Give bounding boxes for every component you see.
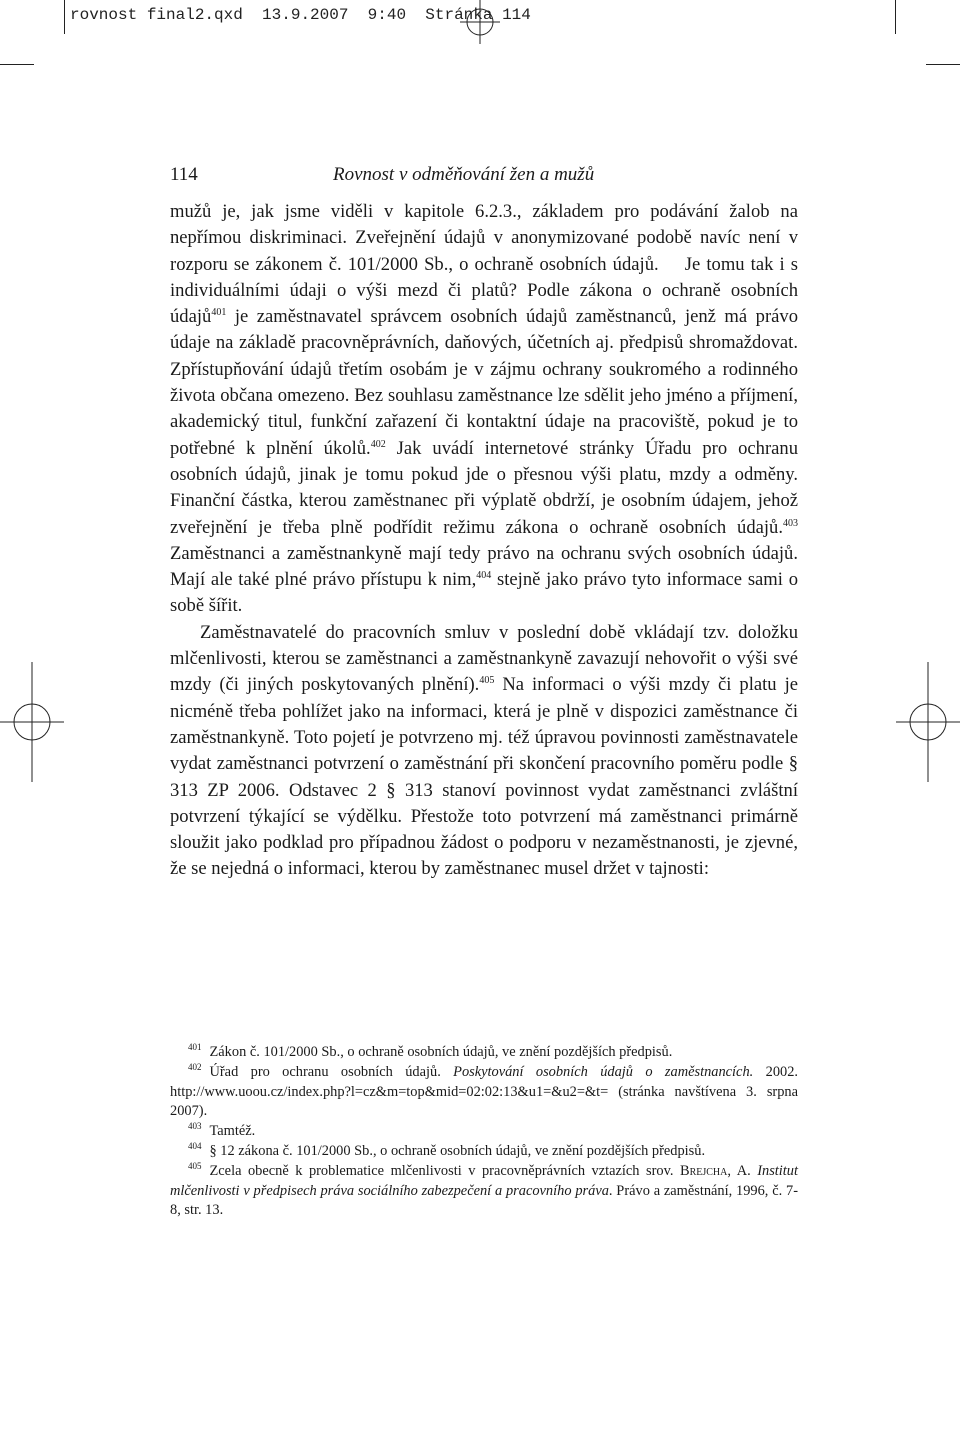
page-number: 114 bbox=[170, 164, 198, 185]
footnote-number: 405 bbox=[188, 1160, 202, 1171]
footnote-text: Zcela obecně k problematice mlčenlivosti v pracovněprávních vztazích srov. bbox=[209, 1162, 680, 1179]
text-run: Je tomu tak i s individuálními údaji o výši mezd či platů? Podle zákona o ochraně osobních údajů bbox=[170, 253, 798, 328]
running-title: Rovnost v odměňování žen a mužů bbox=[333, 164, 595, 185]
footnote-text: Úřad pro ochranu osobních údajů. bbox=[209, 1063, 454, 1080]
footnote-number: 404 bbox=[188, 1140, 202, 1151]
footnote-ref-405[interactable]: 405 bbox=[479, 675, 495, 687]
footnote-source-title: Institut mlčenlivosti v předpisech práva sociálního zabezpečení a pracovního práva bbox=[170, 1162, 798, 1199]
text-run: Zaměstnavatelé do pracovních smluv v poslední době vkládají tzv. doložku mlčenlivosti, kterou se zaměstnanci a zaměstnankyně zavazují nehovořit o výši své mzdy (či jiných poskytovaných plnění). bbox=[170, 621, 798, 696]
crop-mark bbox=[895, 0, 896, 34]
footnote-text: Zákon č. 101/2000 Sb., o ochraně osobních údajů, ve znění pozdějších předpisů. bbox=[209, 1044, 673, 1060]
footnote-405 bbox=[170, 1162, 798, 1221]
text-run: Jak uvádí internetové stránky Úřadu pro ochranu osobních údajů, jinak je tomu pokud jde o přesnou výši platu, mzdy a odměny. Finanční částka, kterou zaměstnanec při výplatě obdrží, je osobním údajem, jehož zveřejnění je třeba plně podřídit režimu zákona o ochraně osobních údajů. bbox=[170, 437, 798, 538]
paragraph-1 bbox=[170, 199, 798, 620]
footnote-text: . Právo a zaměstnání, 1996, č. 7-8, str. 13. bbox=[170, 1182, 798, 1219]
footnote-ref-401[interactable]: 401 bbox=[211, 307, 227, 319]
registration-mark-top bbox=[460, 0, 500, 44]
footnote-text: , A. bbox=[727, 1162, 758, 1179]
crop-mark bbox=[0, 64, 34, 65]
footnote-402 bbox=[170, 1063, 798, 1122]
footnote-text: 2002. http://www.uoou.cz/index.php?l=cz&m=top&mid=02:02:13&u1=&u2=&t= (stránka navštívena 3. srpna 2007). bbox=[170, 1063, 798, 1120]
printer-slug: rovnost final2.qxd 13.9.2007 9:40 Stránka 114 bbox=[70, 6, 531, 24]
footnote-403 bbox=[170, 1122, 798, 1142]
footnote-author: Brejcha bbox=[679, 1162, 728, 1179]
footnote-number: 401 bbox=[188, 1042, 202, 1052]
paragraph-2 bbox=[170, 620, 798, 883]
text-run: stejně jako právo tyto informace sami o sobě šířit. bbox=[170, 569, 798, 617]
body-text bbox=[170, 199, 798, 883]
footnote-text: § 12 zákona č. 101/2000 Sb., o ochraně osobních údajů, ve znění pozdějších předpisů. bbox=[209, 1142, 706, 1159]
text-run: Na informaci o výši mzdy či platu je nicméně třeba pohlížet jako na informaci, která je plně v dispozici zaměstnance či zaměstnankyně. Toto pojetí je potvrzeno mj. též úpravou povinnosti zaměstnavatele vydat zaměstnanci potvrzení o zaměstnání při skončení pracovního poměru podle § 313 ZP 2006. Odstavec 2 § 313 stanoví povinnost vydat zaměstnanci zvláštní potvrzení týkající se výdělku. Přestože toto potvrzení má zaměstnanci primárně sloužit jako podklad pro případnou žádost o podporu v nezaměstnanosti, je zjevné, že se nejedná o informaci, kterou by zaměstnanec musel držet v tajnosti: bbox=[170, 674, 799, 880]
footnote-ref-404[interactable]: 404 bbox=[476, 570, 492, 582]
footnote-number: 403 bbox=[188, 1121, 202, 1132]
footnote-ref-402[interactable]: 402 bbox=[370, 438, 386, 450]
text-run: je zaměstnavatel správcem osobních údajů zaměstnanců, jenž má právo údaje na základě pracovněprávních, daňových, účetních aj. předpisů shromaždovat. Zpřístupňování údajů třetím osobám je v zájmu ochrany soukromého a rodinného života občana omezeno. Bez souhlasu zaměstnance lze sdělit jeho jméno a příjmení, akademický titul, funkční zařazení či kontaktní údaje na pracoviště, pokud je to potřebné k plnění úkolů. bbox=[170, 306, 798, 459]
footnote-404 bbox=[170, 1142, 798, 1162]
registration-mark-right bbox=[896, 662, 960, 782]
crop-mark bbox=[926, 64, 960, 65]
footnote-ref-403[interactable]: 403 bbox=[783, 517, 798, 529]
text-run: mužů je, jak jsme viděli v kapitole 6.2.3., základem pro podávání žalob na nepřímou diskriminaci. Zveřejnění údajů v anonymizované podobě navíc není v rozporu se zákonem č. 101/2000 Sb., o ochraně osobních údajů. bbox=[170, 201, 798, 275]
registration-mark-left bbox=[0, 662, 64, 782]
footnote-number: 402 bbox=[188, 1061, 202, 1072]
footnote-text: Tamtéž. bbox=[209, 1123, 256, 1140]
crop-mark bbox=[64, 0, 65, 34]
footnote-source-title: Poskytování osobních údajů o zaměstnancích. bbox=[453, 1063, 754, 1080]
text-run: Zaměstnanci a zaměstnankyně mají tedy právo na ochranu svých osobních údajů. Mají ale také plné právo přístupu k nim, bbox=[170, 542, 798, 591]
footnotes bbox=[170, 1043, 798, 1221]
footnote-401 bbox=[170, 1043, 798, 1063]
